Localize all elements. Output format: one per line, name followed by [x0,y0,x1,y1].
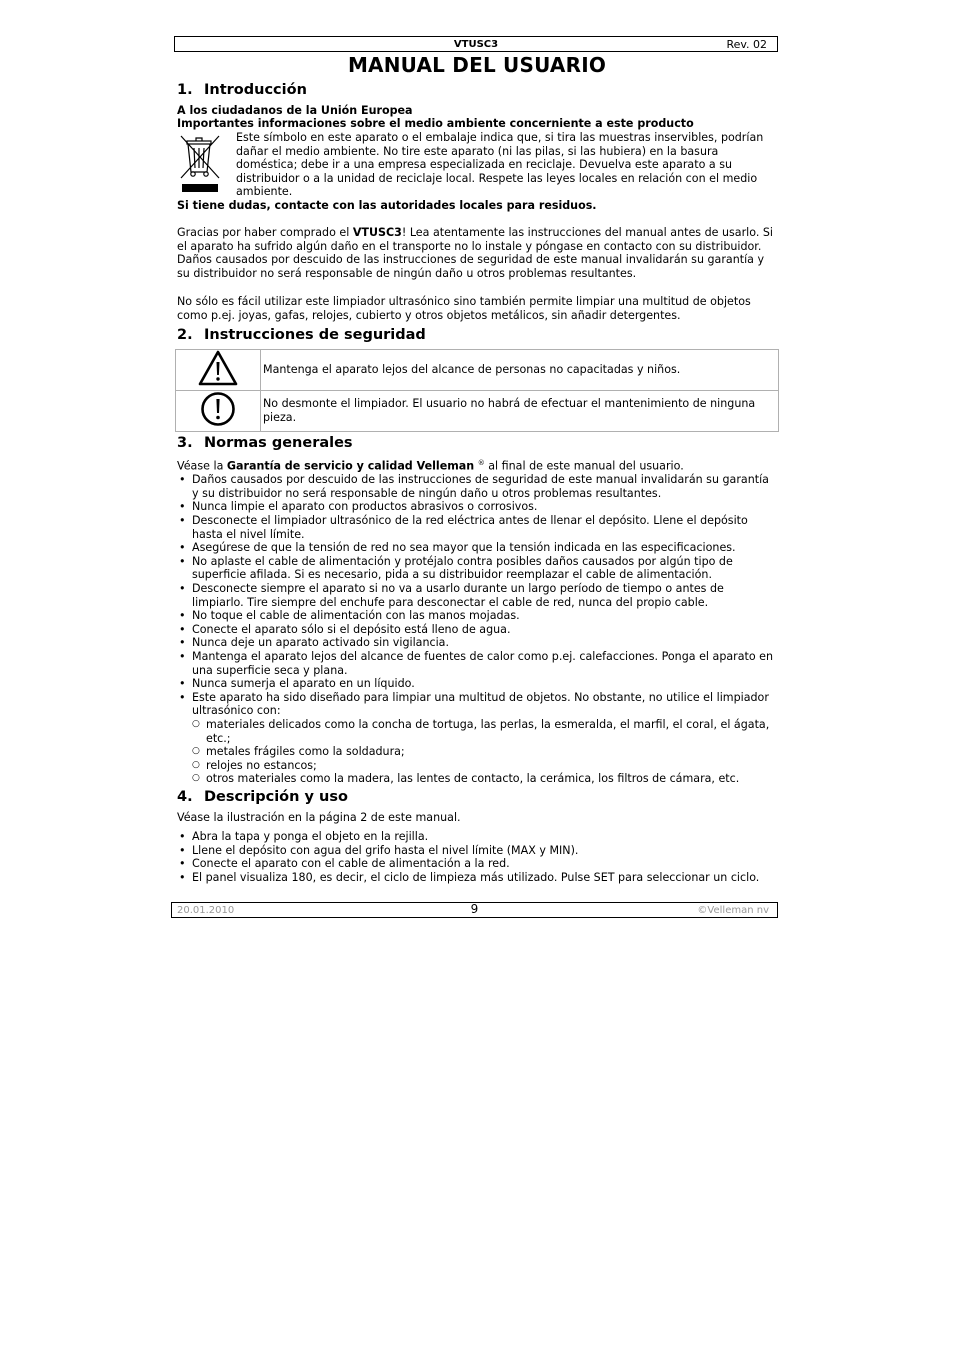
exclamation-circle-icon [200,391,236,427]
section-3-heading [177,435,353,451]
list-item-with-sublist [177,691,777,786]
list-item-text: Este aparato ha sido diseñado para limpiar una multitud de objetos. No obstante, no utilice el limpiador ultrasónico con: [192,690,769,718]
safety-text-2: No desmonte el limpiador. El usuario no habrá de efectuar el mantenimiento de ninguna pieza. [261,391,779,432]
sub-list-item: ○ materiales delicados como la concha de tortuga, las perlas, la esmeralda, el marfil, el coral, el ágata, etc.; [192,718,777,745]
environment-info-line: Importantes informaciones sobre el medio ambiente concerniente a este producto [177,117,694,130]
warranty-text-end: al final de este manual del usuario. [484,459,684,473]
list-item: • Desconecte el limpiador ultrasónico de la red eléctrica antes de llenar el depósito. Llene el depósito hasta el nivel límite. [177,514,777,541]
list-item: • Conecte el aparato sólo si el depósito está lleno de agua. [177,623,777,637]
section-4-number: 4. [177,789,193,805]
section-2-number: 2. [177,327,193,343]
page-title: MANUAL DEL USUARIO [347,53,607,77]
safety-icon-cell [176,391,261,432]
thanks-model: VTUSC3 [352,226,402,239]
list-item: • Asegúrese de que la tensión de red no sea mayor que la tensión indicada en las especificaciones. [177,541,777,555]
safety-table [175,349,779,432]
warranty-reference [177,457,777,473]
usage-steps-list [177,830,777,884]
thanks-text-end: ! Lea atentamente las instrucciones del manual antes de usarlo. Si el aparato ha sufrido algún daño en el transporte no lo instale y póngase en contacto con su distribuidor. Daños causados por descuido de las instrucciones de seguridad de este manual invalidarán su garantía y su distribuidor no será responsable de ningún daño u otros problemas resultantes. [177,226,773,280]
footer-date: 20.01.2010 [177,905,235,916]
list-item: • No toque el cable de alimentación con las manos mojadas. [177,609,777,623]
warning-triangle-icon [198,350,238,386]
registered-mark: ® [477,459,485,467]
doubts-note: Si tiene dudas, contacte con las autoridades locales para residuos. [177,199,597,212]
section-3-number: 3. [177,435,193,451]
warranty-name: Garantía de servicio y calidad Velleman [226,459,475,473]
list-item: • Nunca sumerja el aparato en un líquido. [177,677,777,691]
list-item: • No aplaste el cable de alimentación y protéjalo contra posibles daños causados por algún tipo de superficie afilada. Si es necesario, pida a su distribuidor reemplazar el cable de alimentación. [177,555,777,582]
section-1-title: Introducción [204,82,307,98]
page-header [174,36,778,52]
list-item: • Conecte el aparato con el cable de alimentación a la red. [177,857,777,871]
header-revision: Rev. 02 [726,38,767,51]
section-1-heading [177,82,307,98]
sub-list-item: ○ otros materiales como la madera, las lentes de contacto, la cerámica, los filtros de cámara, etc. [192,772,777,786]
warranty-text-start: Véase la [177,459,227,473]
footer-copyright: ©Velleman nv [697,905,769,916]
thanks-paragraph [177,226,777,280]
illustration-reference: Véase la ilustración en la página 2 de este manual. [177,811,461,824]
materials-sublist [192,718,777,786]
list-item: • Llene el depósito con agua del grifo hasta el nivel límite (MAX y MIN). [177,844,777,858]
general-rules-list [177,473,777,786]
intro-paragraph: No sólo es fácil utilizar este limpiador ultrasónico sino también permite limpiar una multitud de objetos como p.ej. joyas, gafas, relojes, cubierto y otros objetos metálicos, sin añadir detergentes. [177,295,751,322]
safety-icon-cell [176,350,261,391]
eu-citizens-line: A los ciudadanos de la Unión Europea [177,104,413,117]
safety-row [176,350,779,391]
list-item: • El panel visualiza 180, es decir, el ciclo de limpieza más utilizado. Pulse SET para seleccionar un ciclo. [177,871,777,885]
list-item: • Nunca deje un aparato activado sin vigilancia. [177,636,777,650]
page-footer [171,902,778,918]
page-number: 9 [470,902,479,916]
weee-notice-text: Este símbolo en este aparato o el embalaje indica que, si tira las muestras inservibles, podrían dañar el medio ambiente. No tire este aparato (ni las pilas, si las hubiera) en la basura doméstica; debe ir a una empresa especializada en reciclaje. Devuelva este aparato a su distribuidor o a la unidad de reciclaje local. Respete las leyes locales en relación con el medio ambiente. [236,131,764,199]
header-model: VTUSC3 [453,39,499,50]
normas-content [177,457,777,786]
section-4-heading [177,789,348,805]
section-3-title: Normas generales [204,435,353,451]
list-item: • Mantenga el aparato lejos del alcance de fuentes de calor como p.ej. calefacciones. Ponga el aparato en una superficie seca y plana. [177,650,777,677]
list-item: • Desconecte siempre el aparato si no va a usarlo durante un largo período de tiempo o antes de limpiarlo. Tire siempre del enchufe para desconectar el cable de red, nunca del propio cable. [177,582,777,609]
weee-bin-icon [177,132,225,196]
list-item: • Daños causados por descuido de las instrucciones de seguridad de este manual invalidarán su garantía y su distribuidor no será responsable de ningún daño u otros problemas resultantes. [177,473,777,500]
thanks-text-start: Gracias por haber comprado el [177,226,353,239]
list-item: • Abra la tapa y ponga el objeto en la rejilla. [177,830,777,844]
sub-list-item: ○ metales frágiles como la soldadura; [192,745,777,759]
safety-text-1: Mantenga el aparato lejos del alcance de personas no capacitadas y niños. [261,350,779,391]
list-item: • Nunca limpie el aparato con productos abrasivos o corrosivos. [177,500,777,514]
section-1-number: 1. [177,82,193,98]
sub-list-item: ○ relojes no estancos; [192,759,777,773]
section-4-title: Descripción y uso [204,789,348,805]
section-2-title: Instrucciones de seguridad [204,327,426,343]
safety-row [176,391,779,432]
usage-content [177,830,777,884]
section-2-heading [177,327,426,343]
